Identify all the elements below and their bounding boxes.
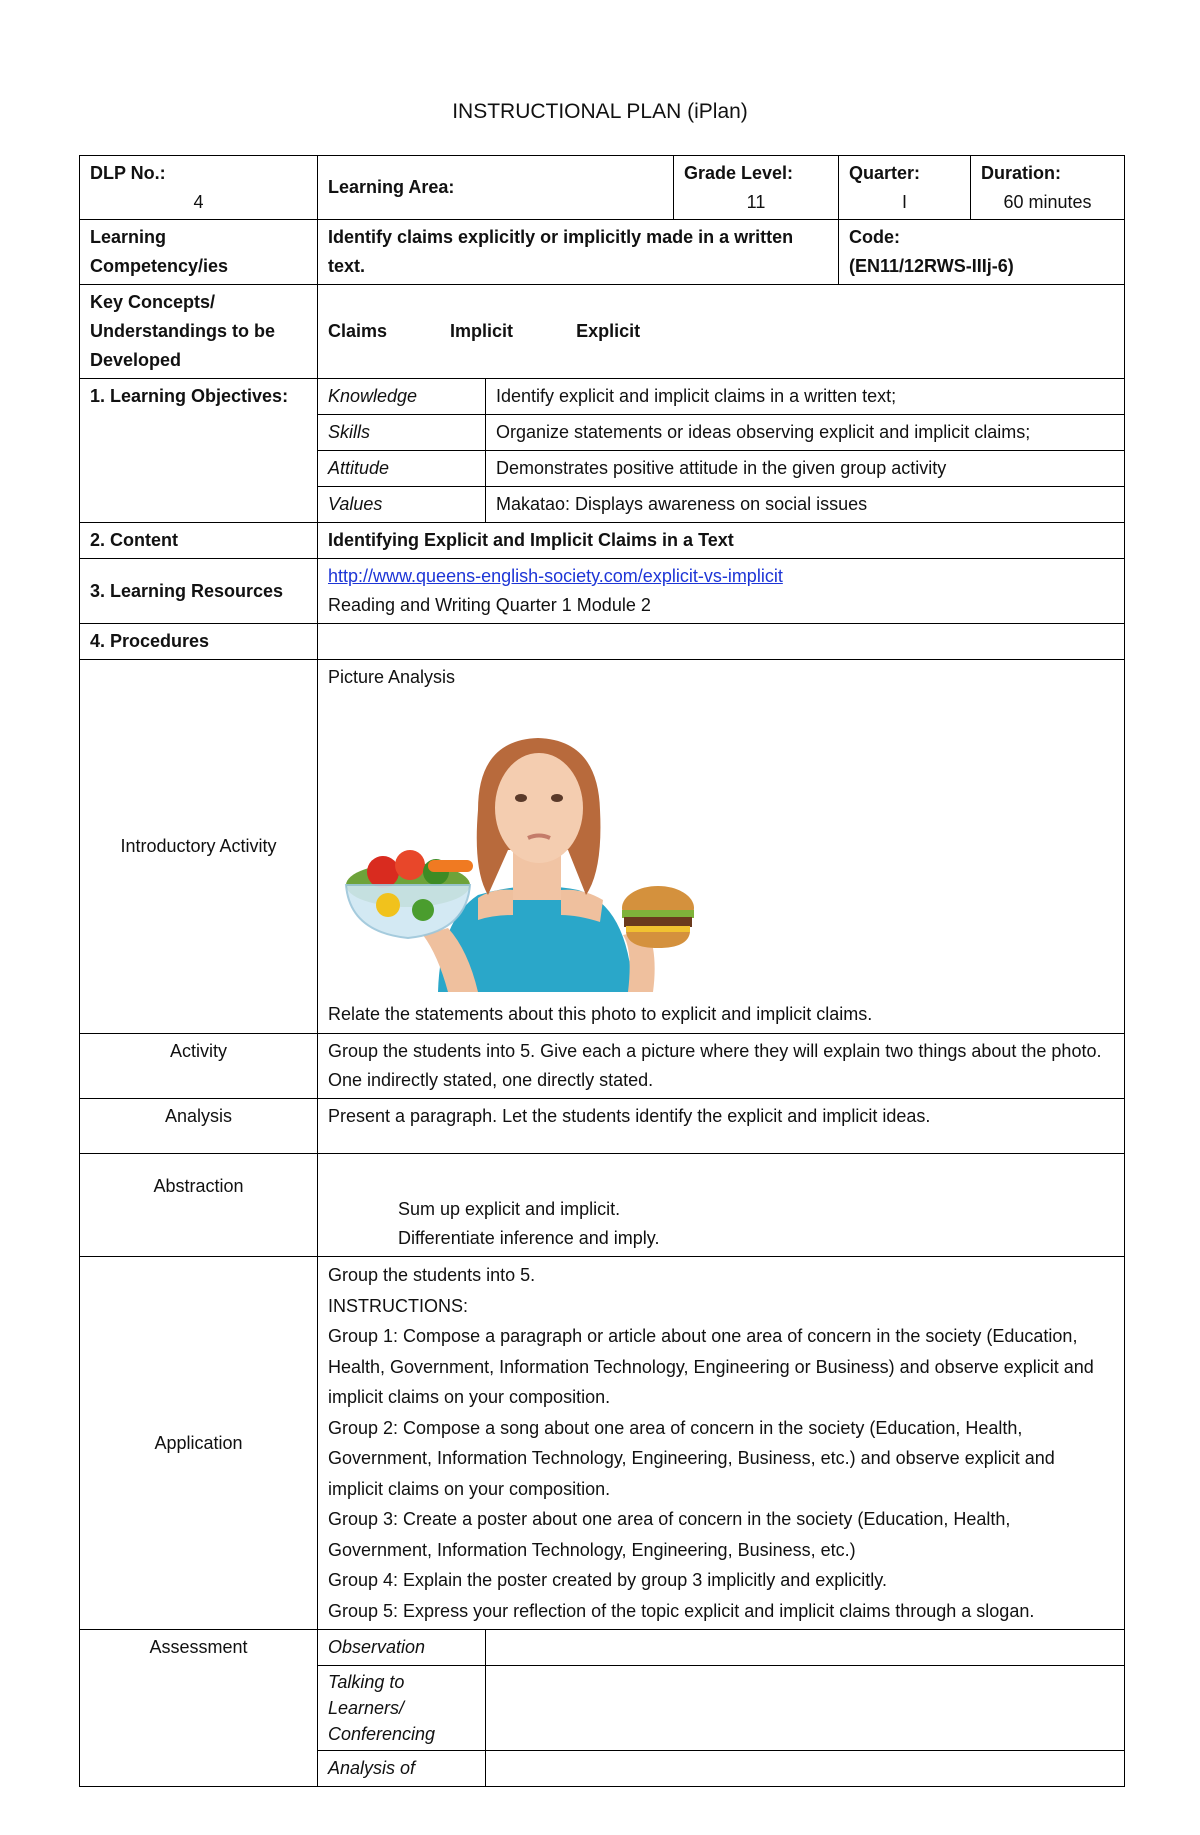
header-row	[80, 156, 1125, 220]
abstraction-label: Abstraction	[80, 1154, 318, 1257]
grade-label: Grade Level:	[684, 163, 794, 183]
analysis-label: Analysis	[80, 1099, 318, 1154]
content-row	[80, 523, 1125, 559]
intro-activity-cell	[318, 660, 1125, 1034]
application-line: Group 4: Explain the poster created by group 3 implicitly and explicitly.	[328, 1570, 887, 1590]
procedures-row	[80, 624, 1125, 660]
girl-food-photo	[328, 700, 748, 992]
dlp-value: 4	[193, 192, 204, 212]
assessment-method: Observation	[318, 1630, 486, 1666]
activity-text: Group the students into 5. Give each a picture where they will explain two things about the photo. One indirectly stated, one directly stated.	[318, 1034, 1125, 1099]
dlp-cell	[80, 156, 318, 220]
key-concepts-row	[80, 285, 1125, 379]
activity-row	[80, 1034, 1125, 1099]
intro-activity-label: Introductory Activity	[80, 660, 318, 1034]
duration-value: 60 minutes	[1003, 192, 1092, 212]
resource-module: Reading and Writing Quarter 1 Module 2	[328, 595, 651, 615]
code-label: Code:	[849, 227, 900, 247]
objective-text: Demonstrates positive attitude in the given group activity	[486, 451, 1125, 487]
procedures-label: 4. Procedures	[80, 624, 318, 660]
abstraction-line: Sum up explicit and implicit.	[398, 1199, 621, 1219]
assessment-label: Assessment	[80, 1630, 318, 1787]
picture-analysis-heading: Picture Analysis	[328, 667, 456, 687]
dlp-label: DLP No.:	[90, 163, 166, 183]
objective-domain: Attitude	[318, 451, 486, 487]
objective-domain: Values	[318, 487, 486, 523]
abstraction-row	[80, 1154, 1125, 1257]
abstraction-line: Differentiate inference and imply.	[398, 1228, 660, 1248]
objective-text: Makatao: Displays awareness on social issues	[486, 487, 1125, 523]
abstraction-cell	[318, 1154, 1125, 1257]
grade-cell	[674, 156, 839, 220]
picture-caption: Relate the statements about this photo to explicit and implicit claims.	[328, 1004, 873, 1024]
objective-domain: Knowledge	[318, 379, 486, 415]
content-text: Identifying Explicit and Implicit Claims in a Text	[318, 523, 1125, 559]
activity-label: Activity	[80, 1034, 318, 1099]
objective-text: Organize statements or ideas observing explicit and implicit claims;	[486, 415, 1125, 451]
resource-link[interactable]: http://www.queens-english-society.com/explicit-vs-implicit	[328, 566, 783, 586]
key-concepts-values	[318, 285, 1125, 379]
application-cell	[318, 1257, 1125, 1630]
assessment-row	[80, 1630, 1125, 1666]
duration-cell	[971, 156, 1125, 220]
page-title: INSTRUCTIONAL PLAN (iPlan)	[452, 100, 748, 123]
analysis-row	[80, 1099, 1125, 1154]
application-label: Application	[80, 1257, 318, 1630]
objective-row	[80, 379, 1125, 415]
analysis-text: Present a paragraph. Let the students identify the explicit and implicit ideas.	[318, 1099, 1125, 1154]
resources-label: 3. Learning Resources	[80, 559, 318, 624]
resources-cell	[318, 559, 1125, 624]
learning-area-label: Learning Area:	[328, 177, 455, 197]
intro-activity-row	[80, 660, 1125, 1034]
quarter-value: I	[901, 192, 907, 212]
quarter-label: Quarter:	[849, 163, 921, 183]
competency-row	[80, 220, 1125, 285]
application-line: Group the students into 5.	[328, 1265, 536, 1285]
learning-area-cell	[318, 156, 674, 220]
objective-text: Identify explicit and implicit claims in a written text;	[486, 379, 1125, 415]
assessment-method: Talking to Learners/ Conferencing	[318, 1666, 486, 1751]
key-concepts-label: Key Concepts/ Understandings to be Developed	[80, 285, 318, 379]
competency-text: Identify claims explicitly or implicitly made in a written text.	[318, 220, 839, 285]
application-line: Group 1: Compose a paragraph or article about one area of concern in the society (Education, Health, Government, Information Technology, Engineering or Business) and observe explicit and implicit claims on your composition.	[328, 1326, 1094, 1407]
quarter-cell	[839, 156, 971, 220]
duration-label: Duration:	[981, 163, 1061, 183]
concept-claims: Claims	[328, 321, 388, 341]
concept-implicit: Implicit	[450, 321, 514, 341]
objective-domain: Skills	[318, 415, 486, 451]
application-row	[80, 1257, 1125, 1630]
girl-food-photo-illustration	[328, 700, 748, 992]
concept-explicit: Explicit	[576, 321, 641, 341]
content-label: 2. Content	[80, 523, 318, 559]
assessment-method: Analysis of	[318, 1751, 486, 1787]
application-line: Group 3: Create a poster about one area of concern in the society (Education, Health, Government, Information Technology, Engineering, Business, etc.)	[328, 1509, 1011, 1560]
application-line: INSTRUCTIONS:	[328, 1295, 469, 1316]
code-value: (EN11/12RWS-IIIj-6)	[849, 256, 1014, 276]
competency-label: Learning Competency/ies	[80, 220, 318, 285]
code-cell	[839, 220, 1125, 285]
instructional-plan-table	[79, 155, 1125, 1787]
grade-value: 11	[746, 192, 766, 212]
application-line: Group 5: Express your reflection of the topic explicit and implicit claims through a slogan.	[328, 1600, 1035, 1621]
objectives-label: 1. Learning Objectives:	[80, 379, 318, 523]
resources-row	[80, 559, 1125, 624]
application-line: Group 2: Compose a song about one area of concern in the society (Education, Health, Government, Information Technology, Engineering, Business, etc.) and observe explicit and implicit claims on your composition.	[328, 1417, 1055, 1499]
